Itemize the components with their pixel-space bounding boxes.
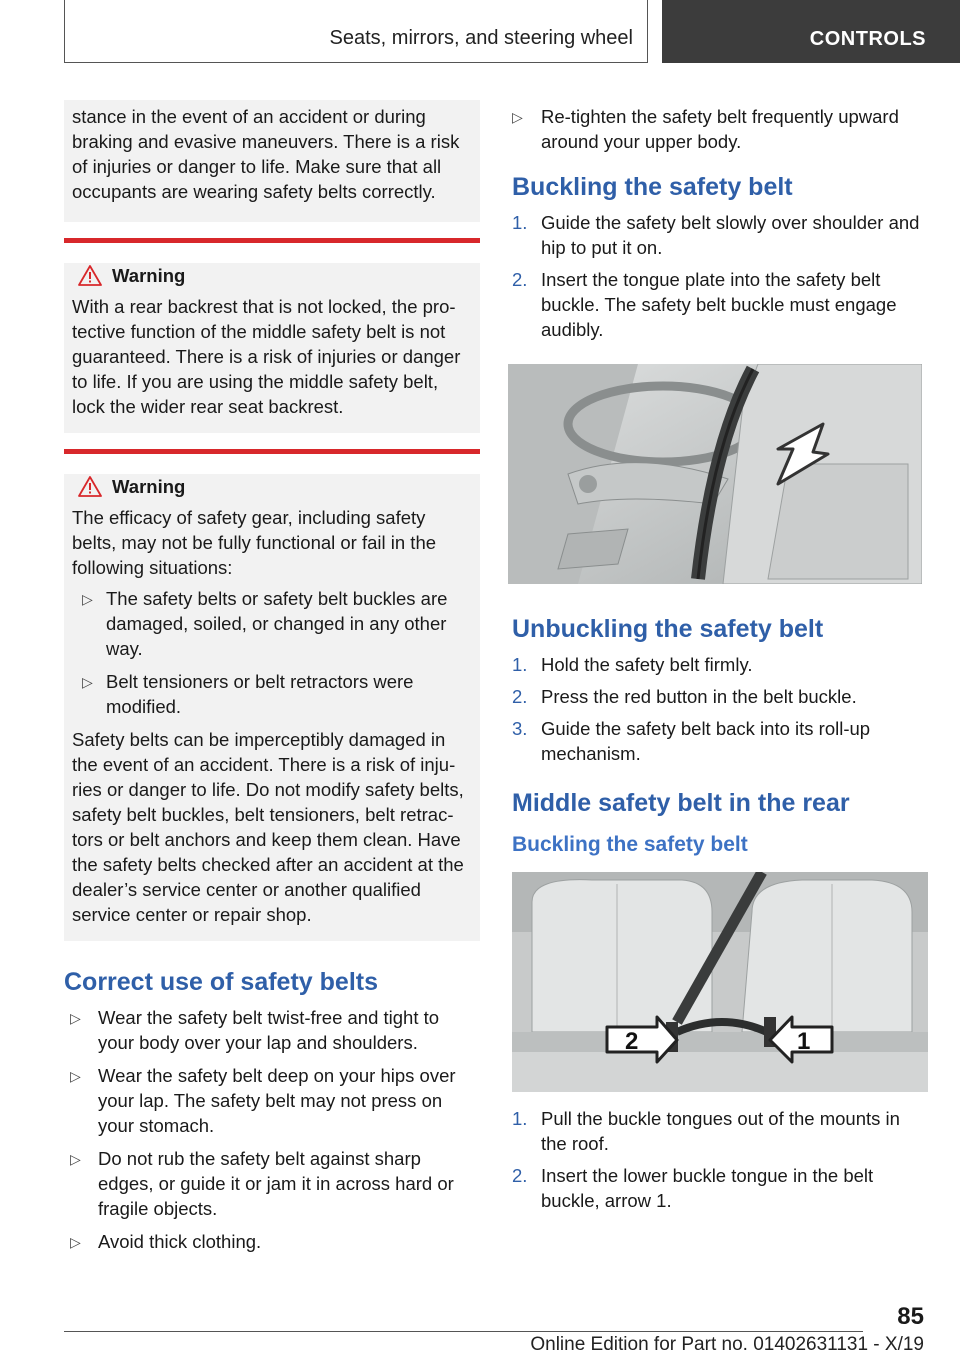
right-column [512, 100, 928, 1220]
warning-box-2 [64, 474, 480, 941]
bullet-icon: ▷ [70, 1151, 81, 1167]
warning-title-1: Warning [78, 263, 472, 288]
figure-label-2: 2 [625, 1028, 639, 1055]
heading-middle-belt: Middle safety belt in the rear [512, 789, 850, 817]
list-item: ▷ Re-tighten the safety belt frequently upward around your upper body. [512, 106, 899, 152]
list-item: ▷ Wear the safety belt twist-free and tight to your body over your lap and shoulders. [70, 1007, 440, 1053]
list-item: 2. Press the red button in the belt buckle. [512, 686, 857, 707]
list-item: 1. Guide the safety belt slowly over shoulder and hip to put it on. [512, 212, 920, 258]
footer-edition: Online Edition for Part no. 01402631131 - X/19 [530, 1334, 924, 1355]
warning-title-2: Warning [78, 474, 472, 499]
list-item: ▷ The safety belts or safety belt buckles are damaged, soiled, or changed in any other way. [82, 588, 448, 659]
buckling-steps [512, 210, 928, 342]
list-item: 2. Insert the lower buckle tongue in the belt buckle, arrow 1. [512, 1165, 874, 1211]
bullet-icon: ▷ [82, 674, 93, 690]
bullet-icon: ▷ [70, 1068, 81, 1084]
list-item: ▷ Do not rub the safety belt against sharp edges, or guide it or jam it in across hard or fragile objects. [70, 1148, 454, 1219]
header-chapter [662, 0, 960, 63]
top-list [512, 104, 928, 154]
correct-use-list [64, 1005, 480, 1254]
list-item: 1. Pull the buckle tongues out of the mounts in the roof. [512, 1108, 900, 1154]
bullet-icon: ▷ [512, 109, 523, 125]
heading-correct-use: Correct use of safety belts [64, 968, 378, 996]
figure-label-1: 1 [797, 1028, 811, 1055]
bullet-icon: ▷ [70, 1010, 81, 1026]
subheading-middle-buckling: Buckling the safety belt [512, 833, 748, 856]
warning-text-1: With a rear backrest that is not locked, the pro-tective function of the middle safety belt is not guaranteed. There is a risk of injuries or danger to life. If you are using the middle safety belt, lock the wider rear seat backrest. [72, 296, 461, 417]
warning-icon [78, 265, 102, 286]
list-item: 3. Guide the safety belt back into its roll-up mechanism. [512, 718, 871, 764]
warning-bar [64, 238, 480, 243]
intro-text: stance in the event of an accident or during braking and evasive maneuvers. There is a risk of injuries or danger to life. Make sure that all occupants are wearing safety belts correctly. [72, 106, 460, 202]
figure-front-seat-belt [508, 364, 922, 584]
warning-box-1 [64, 263, 480, 433]
section-title: Seats, mirrors, and steering wheel [329, 27, 633, 49]
warning-intro-2: The efficacy of safety gear, including safety belts, may not be fully functional or fail in the following situations: [72, 507, 437, 578]
bullet-icon: ▷ [82, 591, 93, 607]
warning-outro-2: Safety belts can be imperceptibly damaged in the event of an accident. There is a risk of inju-ries or danger to life. Do not modify safety belts, safety belt buckles, belt tensioners, belt retrac-tors or belt anchors and keep them clean. Have the safety belts checked after an accident at the dealer’s service center or another qualified service center or repair shop. [72, 729, 464, 925]
middle-belt-steps [512, 1106, 928, 1213]
footer-divider [64, 1331, 863, 1332]
list-item: 1. Hold the safety belt firmly. [512, 654, 753, 675]
intro-box [64, 100, 480, 222]
warning-icon [78, 476, 102, 497]
header-section-title [64, 0, 648, 63]
list-item: ▷ Avoid thick clothing. [64, 1229, 480, 1254]
page-number: 85 [897, 1303, 924, 1330]
heading-unbuckling: Unbuckling the safety belt [512, 615, 824, 643]
unbuckling-steps [512, 652, 928, 766]
bullet-icon: ▷ [70, 1234, 81, 1250]
left-column [64, 100, 480, 1262]
list-item: ▷ Belt tensioners or belt retractors were modified. [82, 671, 414, 717]
warning-list-2 [72, 586, 472, 719]
figure-rear-middle-belt [512, 872, 928, 1092]
warning-bar [64, 449, 480, 454]
chapter-title: CONTROLS [809, 28, 926, 50]
heading-buckling: Buckling the safety belt [512, 173, 793, 201]
list-item: ▷ Wear the safety belt deep on your hips over your lap. The safety belt may not press on your stomach. [70, 1065, 456, 1136]
list-item: 2. Insert the tongue plate into the safety belt buckle. The safety belt buckle must engage audibly. [512, 269, 897, 340]
